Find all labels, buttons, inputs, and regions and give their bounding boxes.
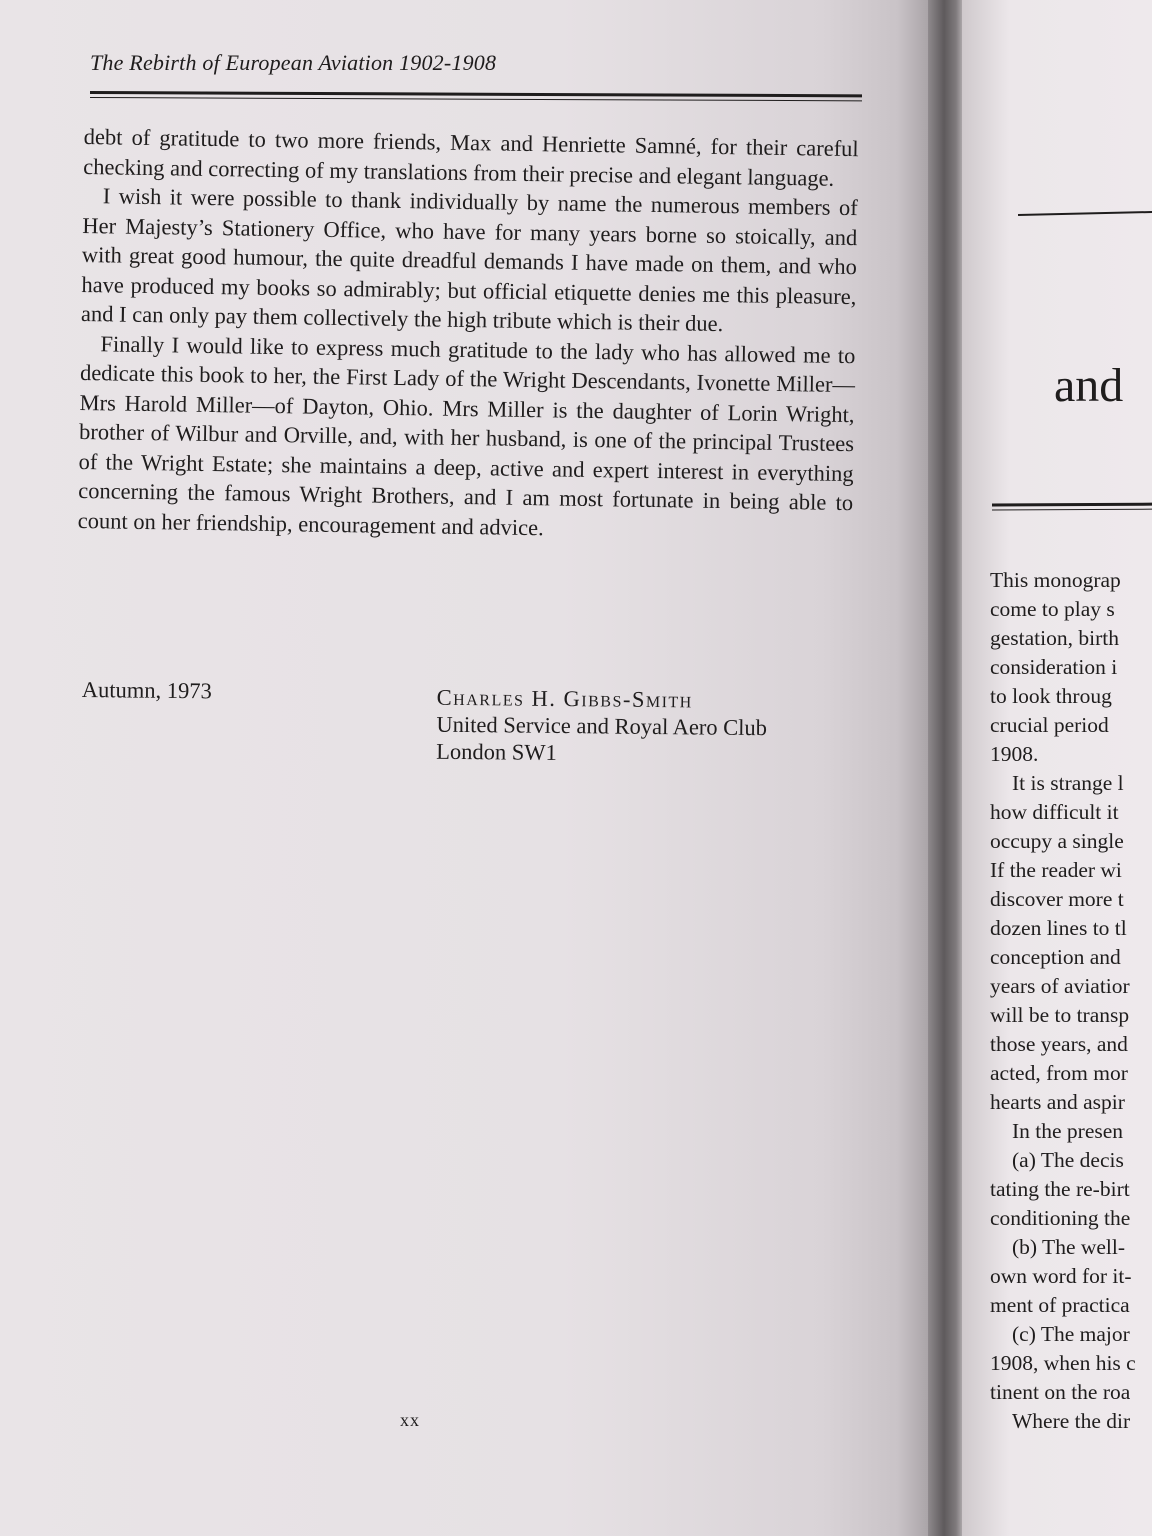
text-line: (a) The decis — [1012, 1148, 1124, 1172]
text-line: (c) The major — [1012, 1322, 1130, 1346]
header-rule-thin — [90, 97, 862, 101]
text-line: those years, and — [990, 1032, 1128, 1056]
page-number: xx — [400, 1410, 420, 1430]
text-line: If the reader wi — [990, 858, 1122, 882]
paragraph: debt of gratitude to two more friends, Max and Henriette Samné, for their careful checking and correcting of my translations from their precise and elegant language. — [83, 123, 859, 191]
text-line: own word for it- — [990, 1264, 1132, 1288]
author-name: Charles H. Gibbs-Smith — [436, 684, 693, 713]
text-line: crucial period — [990, 713, 1109, 737]
text-line: come to play s — [990, 597, 1115, 621]
text-line: conditioning the — [990, 1206, 1131, 1230]
chapter-rule-bottom — [992, 503, 1152, 507]
body-text — [78, 122, 859, 547]
text-line: It is strange l — [1012, 771, 1124, 795]
header-rule — [90, 91, 862, 97]
signature — [436, 684, 767, 768]
date: Autumn, 1973 — [81, 676, 212, 704]
text-line: conception and — [990, 945, 1121, 969]
text-line: 1908, when his c — [990, 1351, 1136, 1375]
author-location: London SW1 — [436, 738, 557, 765]
text-line: In the presen — [1012, 1119, 1124, 1143]
text-line: to look throug — [990, 684, 1112, 708]
text-line: consideration i — [990, 655, 1118, 679]
paragraph: I wish it were possible to thank individually by name the numerous members of Her Majesty’s Stationery Office, who have for many years borne so stoically, and with great good humour, the quite dreadful demands I have made on them, and who have produced my books so admirably; but official etiquette denies me this pleasure, and I can only pay them collectively the high tribute which is their due. — [80, 183, 858, 337]
chapter-heading: and — [1054, 359, 1124, 412]
text-line: This monograp — [990, 568, 1121, 592]
text-line: Where the dir — [1012, 1409, 1131, 1433]
chapter-rule-bottom-thin — [992, 509, 1152, 511]
chapter-rule-top — [1018, 210, 1152, 216]
text-line: tating the re-birt — [990, 1177, 1130, 1201]
text-line: years of aviatior — [990, 974, 1130, 998]
text-line: hearts and aspir — [990, 1090, 1125, 1114]
text-line: (b) The well- — [1012, 1235, 1126, 1259]
signoff — [81, 672, 862, 800]
text-line: gestation, birth — [990, 626, 1119, 650]
running-head: The Rebirth of European Aviation 1902-1908 — [90, 50, 497, 75]
text-line: how difficult it — [990, 800, 1119, 824]
text-line: dozen lines to tl — [990, 916, 1127, 940]
right-page-text — [990, 566, 1152, 1436]
text-line: will be to transp — [990, 1003, 1130, 1027]
text-line: acted, from mor — [990, 1061, 1128, 1085]
author-affiliation: United Service and Royal Aero Club — [436, 711, 768, 741]
text-line: tinent on the roa — [990, 1380, 1131, 1404]
right-page — [962, 0, 1152, 1536]
text-line: 1908. — [990, 742, 1039, 766]
text-line: occupy a single — [990, 829, 1124, 853]
text-line: discover more t — [990, 887, 1124, 911]
text-line: ment of practica — [990, 1293, 1130, 1317]
paragraph: Finally I would like to express much gratitude to the lady who has allowed me to dedicate this book to her, the First Lady of the Wright Descendants, Ivonette Miller—Mrs Harold Miller—of Dayton, Ohio. Mrs Miller is the daughter of Lorin Wright, brother of Wilbur and Orville, and, with her husband, is one of the principal Trustees of the Wright Estate; she maintains a deep, active and expert interest in everything concerning the famous Wright Brothers, and I am most fortunate in being able to count on her friendship, encouragement and advice. — [77, 330, 856, 540]
